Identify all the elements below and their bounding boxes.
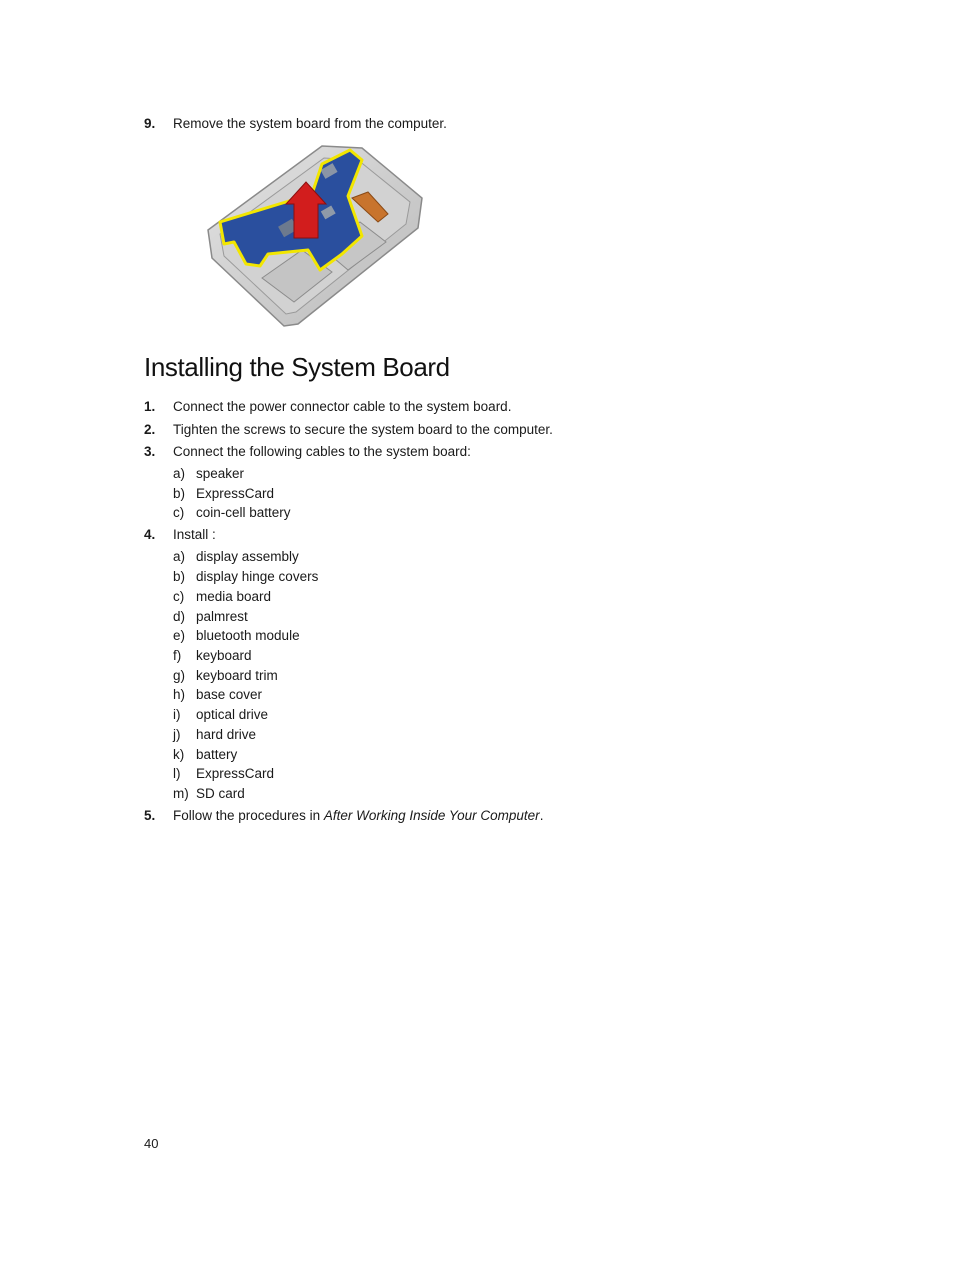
list-item-letter: j) [173,727,181,742]
list-item-letter: d) [173,609,186,624]
list-item-letter: b) [173,569,186,584]
list-item-text: display assembly [196,549,299,564]
list-item-letter: c) [173,505,185,520]
reference-link-text: After Working Inside Your Computer [323,808,540,823]
list-item-letter: k) [173,747,185,762]
list-item-letter: f) [173,648,182,663]
step-number: 1. [144,399,156,414]
step-text-lead: Follow the procedures in [173,808,324,823]
step-text-suffix: . [539,808,544,823]
list-item-letter: a) [173,549,186,564]
list-item-text: base cover [196,687,263,702]
list-item-text: ExpressCard [196,486,275,501]
list-item-text: media board [196,589,272,604]
step-number: 4. [144,527,156,542]
step-text [173,807,543,825]
list-item-text: keyboard [196,648,252,663]
step-number: 2. [144,422,156,437]
list-item-text: coin-cell battery [196,505,291,520]
list-item-text: battery [196,747,238,762]
list-item-letter: i) [173,707,181,722]
step-number: 9. [144,116,156,131]
list-item-text: ExpressCard [196,766,275,781]
list-item-letter: l) [173,766,181,781]
list-item-letter: e) [173,628,186,643]
list-item-letter: g) [173,668,186,683]
list-item-text: palmrest [196,609,248,624]
list-item-letter: b) [173,486,186,501]
step-text: Remove the system board from the computer. [173,116,447,131]
step-number: 3. [144,444,156,459]
system-board-removal-illustration [172,138,466,330]
list-item-letter: h) [173,687,186,702]
list-item-text: optical drive [196,707,269,722]
list-item-letter: m) [173,786,189,801]
step-text: Connect the power connector cable to the system board. [173,399,512,414]
list-item-letter: c) [173,589,185,604]
list-item-text: bluetooth module [196,628,300,643]
step-text: Connect the following cables to the system board: [173,444,471,459]
section-title: Installing the System Board [144,352,450,382]
step-text: Tighten the screws to secure the system board to the computer. [173,422,553,437]
list-item-text: display hinge covers [196,569,319,584]
list-item-text: speaker [196,466,245,481]
step-number: 5. [144,808,156,823]
list-item-letter: a) [173,466,186,481]
step-text: Install : [173,527,216,542]
list-item-text: hard drive [196,727,257,742]
list-item-text: SD card [196,786,245,801]
page-number: 40 [144,1136,159,1151]
list-item-text: keyboard trim [196,668,278,683]
